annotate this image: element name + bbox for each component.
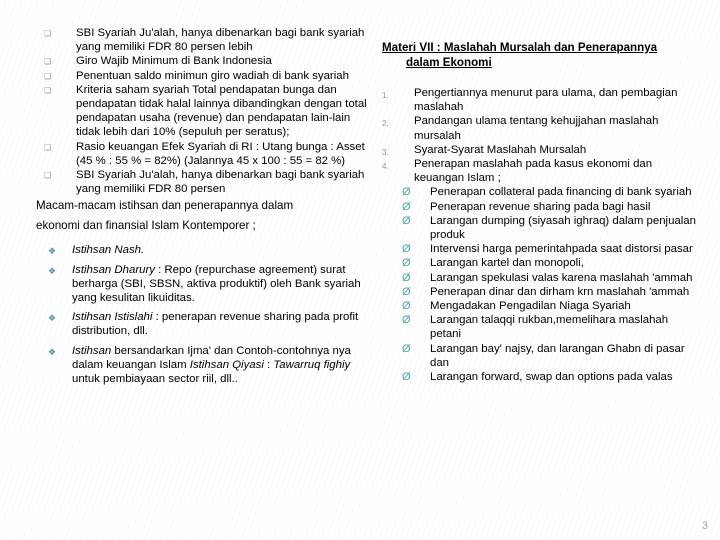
list-item xyxy=(32,243,374,257)
list-item-text: Larangan talaqqi rukban,memelihara maslahah petani xyxy=(430,314,669,341)
right-content-column xyxy=(374,26,698,384)
square-bullet-icon: ❑ xyxy=(44,142,51,152)
square-bullet-icon: ❑ xyxy=(44,29,51,38)
list-item xyxy=(396,299,698,313)
list-item xyxy=(374,86,698,114)
list-item-text: Penentuan saldo minimun giro wadiah di bank syariah xyxy=(76,69,349,82)
list-item xyxy=(396,200,698,214)
list-item xyxy=(32,344,374,387)
list-item-text: Kriteria saham syariah Total pendapatan bunga dan pendapatan tidak halal lainnya dibandingkan dengan total pendapatan usaha (revenue) dan pendapatan lain-lain tidak lebih dari 10% (sepuluh per seratus); xyxy=(76,83,367,139)
list-item-text: Larangan spekulasi valas karena maslahah 'ammah xyxy=(430,271,693,284)
list-item-text: bersandarkan Ijma' dan Contoh-contohnya nya dalam keuangan Islam xyxy=(72,344,351,371)
list-item-term: Istihsan Dharury xyxy=(72,263,155,276)
list-item xyxy=(374,114,698,142)
list-item-text: Larangan forward, swap dan options pada valas xyxy=(430,371,673,384)
diamond-bullet-icon: ❖ xyxy=(48,346,57,357)
list-item xyxy=(396,242,698,256)
list-item-text: Pengertiannya menurut para ulama, dan pembagian maslahah xyxy=(414,87,678,114)
diamond-bullet-icon: ❖ xyxy=(48,313,57,324)
list-item xyxy=(32,83,374,140)
list-item-text: SBI Syariah Ju'alah, hanya dibenarkan bagi bank syariah yang memiliki FDR 80 persen xyxy=(76,169,365,196)
list-item xyxy=(396,370,698,384)
list-item-term: Istihsan Istislahi xyxy=(72,311,153,324)
list-item-text: Penerapan dinar dan dirham krn maslahah 'ammah xyxy=(430,285,690,298)
list-item-text-2: : xyxy=(263,358,274,371)
intro-line-1: Macam-macam istihsan dan penerapannya dalam xyxy=(36,199,294,213)
arrow-bullet-icon: Ø xyxy=(402,342,411,355)
right-numbered-list xyxy=(374,86,698,185)
list-item xyxy=(32,140,374,168)
arrow-bullet-icon: Ø xyxy=(402,371,411,384)
right-arrow-list xyxy=(374,185,698,384)
arrow-bullet-icon: Ø xyxy=(402,285,411,298)
list-item xyxy=(396,185,698,199)
page-number: 3 xyxy=(701,520,708,532)
list-item-text: Penerapan maslahah pada kasus ekonomi dan keuangan Islam ; xyxy=(414,158,653,185)
arrow-bullet-icon: Ø xyxy=(402,257,411,270)
number-marker: 2. xyxy=(382,119,389,129)
diamond-bullet-icon: ❖ xyxy=(48,265,57,276)
list-item xyxy=(396,313,698,341)
list-item-text: Larangan dumping (siyasah ighraq) dalam penjualan produk xyxy=(430,214,696,242)
diamond-bullet-icon: ❖ xyxy=(48,246,57,257)
left-diamond-list xyxy=(32,243,374,386)
list-item xyxy=(374,143,698,157)
square-bullet-icon: ❑ xyxy=(44,171,51,181)
intro-line-2: ekonomi dan finansial Islam Kontemporer ; xyxy=(36,219,256,233)
list-item-term-2: Istihsan Qiyasi xyxy=(189,358,264,371)
slide-title xyxy=(374,40,698,70)
list-item-text: Larangan bay' najsy, dan larangan Ghabn di pasar dan xyxy=(430,342,685,369)
list-item xyxy=(32,310,374,338)
list-item xyxy=(396,214,698,242)
left-bullet-list xyxy=(32,26,374,196)
list-item-text: Giro Wajib Minimum di Bank Indonesia xyxy=(76,55,272,68)
list-item xyxy=(374,157,698,185)
list-item xyxy=(396,285,698,299)
list-item xyxy=(32,26,374,54)
arrow-bullet-icon: Ø xyxy=(402,271,411,284)
number-marker: 4. xyxy=(382,162,389,172)
slide-title-line-2: dalam Ekonomi xyxy=(406,56,492,69)
arrow-bullet-icon: Ø xyxy=(402,214,411,227)
arrow-bullet-icon: Ø xyxy=(402,300,411,313)
list-item-text-3: untuk pembiayaan sector riil, dll.. xyxy=(72,373,238,386)
list-item-text: Larangan kartel dan monopoli, xyxy=(430,257,584,270)
list-item-term-3: Tawarruq fighiy xyxy=(273,358,351,371)
list-item-text: Mengadakan Pengadilan Niaga Syariah xyxy=(430,300,631,313)
list-item-text: Intervensi harga pemerintahpada saat distorsi pasar xyxy=(430,243,693,256)
list-item-text: Penerapan revenue sharing pada bagi hasil xyxy=(430,200,651,213)
list-item-text: : Repo (repurchase agreement) surat berharga (SBI, SBSN, aktiva produktif) oleh Bank syariah yang kesulitan likuiditas. xyxy=(72,263,361,305)
number-marker: 3. xyxy=(382,147,389,157)
list-item-text: Syarat-Syarat Maslahah Mursalah xyxy=(414,143,587,156)
square-bullet-icon: ❑ xyxy=(44,71,51,81)
list-item-text: Penerapan collateral pada financing di bank syariah xyxy=(430,186,692,199)
list-item-text: Rasio keuangan Efek Syariah di RI : Utang bunga : Asset (45 % : 55 % = 82%) (Jalannya 45 x 100 : 55 = 82 %) xyxy=(76,140,365,167)
arrow-bullet-icon: Ø xyxy=(402,186,411,199)
list-item xyxy=(396,256,698,270)
list-item-text: Pandangan ulama tentang kehujjahan maslahah mursalah xyxy=(414,115,659,142)
square-bullet-icon: ❑ xyxy=(44,85,51,95)
arrow-bullet-icon: Ø xyxy=(402,314,411,327)
left-content-column xyxy=(32,26,374,391)
list-item xyxy=(32,263,374,306)
list-item xyxy=(396,342,698,370)
arrow-bullet-icon: Ø xyxy=(402,243,411,256)
list-item xyxy=(32,168,374,196)
number-marker: 1. xyxy=(382,91,389,100)
list-item-text: : penerapan revenue sharing pada profit distribution, dll. xyxy=(72,311,359,338)
slide-title-line-1: Materi VII : Maslahah Mursalah dan Penerapannya xyxy=(382,41,658,54)
square-bullet-icon: ❑ xyxy=(44,57,51,67)
list-item-term: Istihsan xyxy=(72,344,112,357)
list-item-text: SBI Syariah Ju'alah, hanya dibenarkan bagi bank syariah yang memiliki FDR 80 persen lebih xyxy=(76,27,365,54)
list-item-term: Istihsan Nash. xyxy=(72,244,145,257)
arrow-bullet-icon: Ø xyxy=(402,200,411,213)
list-item xyxy=(32,54,374,68)
list-item xyxy=(32,69,374,83)
list-item xyxy=(396,271,698,285)
